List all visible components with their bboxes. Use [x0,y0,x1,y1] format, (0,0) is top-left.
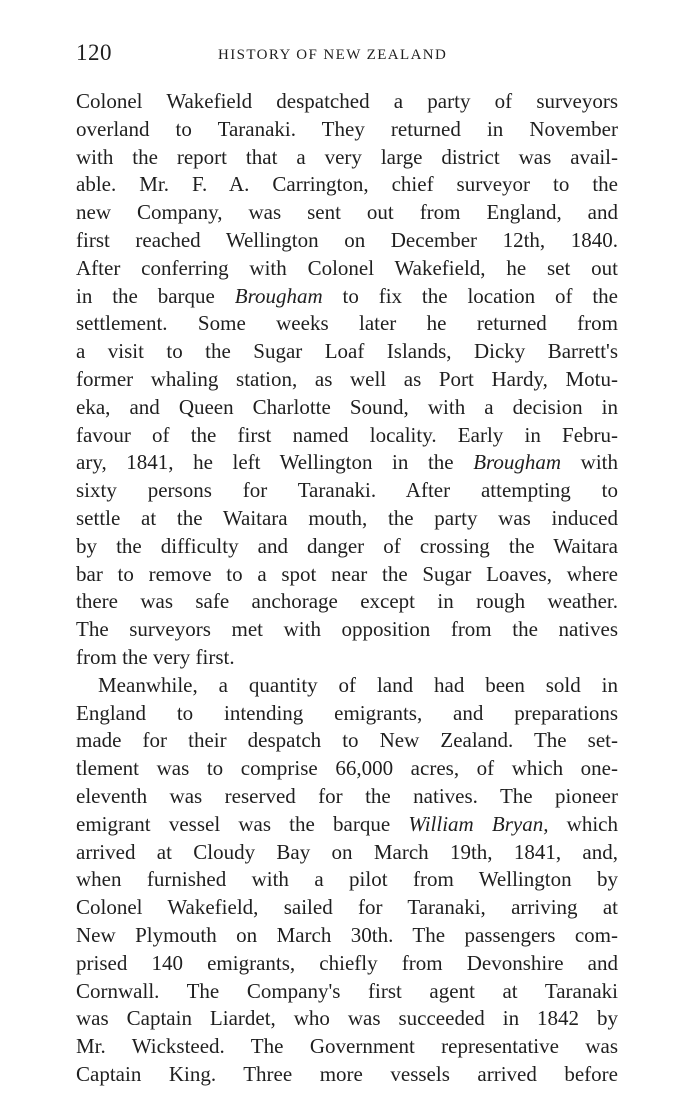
text-line [76,588,618,616]
text-line [76,950,618,978]
text-run: overland to Taranaki. They returned in November [76,116,618,141]
text-run: by the difficulty and danger of crossing the Waitara [76,533,618,558]
text-run: After conferring with Colonel Wakefield, he set out [76,255,618,280]
text-run: Cornwall. The Company's first agent at Taranaki [76,978,618,1003]
text-run: bar to remove to a spot near the Sugar Loaves, where [76,561,618,586]
text-run: emigrant vessel was the barque [76,811,409,836]
text-line [76,310,618,338]
italic-ship-name: William Bryan, [408,811,549,836]
text-run: arrived at Cloudy Bay on March 19th, 1841, and, [76,839,618,864]
text-line [76,255,618,283]
text-line [76,199,618,227]
text-line [76,644,618,672]
text-run: England to intending emigrants, and preparations [76,700,618,725]
running-head [76,40,618,72]
text-line [76,866,618,894]
text-line [76,422,618,450]
text-run: made for their despatch to New Zealand. The set- [76,728,618,753]
text-line [76,505,618,533]
text-line [76,171,618,199]
text-line [76,783,618,811]
body-text [76,88,618,1089]
paragraph [76,672,618,1089]
text-line [76,533,618,561]
text-line [76,477,618,505]
text-run: Meanwhile, a quantity of land had been sold in [98,672,618,697]
text-line [76,394,618,422]
text-run: to fix the location of the [322,283,618,308]
text-line [76,700,618,728]
text-line [76,839,618,867]
text-run: first reached Wellington on December 12th, 1840. [76,227,618,252]
text-run: Mr. Wicksteed. The Government representative was [76,1034,618,1059]
text-run: when furnished with a pilot from Wellington by [76,867,618,892]
text-line [76,727,618,755]
page-number: 120 [76,40,112,65]
text-line [76,449,618,477]
text-line [76,88,618,116]
text-line [76,1061,618,1089]
text-run: ary, 1841, he left Wellington in the [76,450,474,475]
text-run: with [561,450,618,475]
text-run: tlement was to comprise 66,000 acres, of which one- [76,756,618,781]
text-line [76,116,618,144]
text-run: Colonel Wakefield despatched a party of surveyors [76,89,618,113]
text-line [76,561,618,589]
running-title: HISTORY OF NEW ZEALAND [218,47,448,63]
text-run: settlement. Some weeks later he returned from [76,311,618,336]
text-line [76,227,618,255]
text-line [76,616,618,644]
text-line [76,144,618,172]
text-run: a visit to the Sugar Loaf Islands, Dicky Barrett's [76,339,618,364]
text-line [76,1005,618,1033]
text-run: from the very first. [76,644,235,669]
text-line [76,338,618,366]
text-line [76,755,618,783]
text-run: which [548,811,618,836]
text-line [76,672,618,700]
text-run: The surveyors met with opposition from the natives [76,617,618,642]
text-run: Captain King. Three more vessels arrived before [76,1061,618,1086]
text-run: was Captain Liardet, who was succeeded in 1842 by [76,1006,618,1031]
text-line [76,811,618,839]
text-line [76,978,618,1006]
text-run: eleventh was reserved for the natives. The pioneer [76,783,618,808]
text-run: Colonel Wakefield, sailed for Taranaki, arriving at [76,895,618,920]
text-line [76,894,618,922]
text-run: there was safe anchorage except in rough weather. [76,589,618,614]
text-run: with the report that a very large district was avail- [76,144,618,169]
text-line [76,283,618,311]
text-line [76,922,618,950]
text-run: sixty persons for Taranaki. After attempting to [76,478,618,503]
book-page [76,40,618,1089]
text-run: in the barque [76,283,235,308]
text-run: prised 140 emigrants, chiefly from Devonshire and [76,950,618,975]
text-run: new Company, was sent out from England, and [76,200,618,225]
text-run: settle at the Waitara mouth, the party was induced [76,505,618,530]
text-run: eka, and Queen Charlotte Sound, with a decision in [76,394,618,419]
italic-ship-name: Brougham [473,450,562,475]
text-run: New Plymouth on March 30th. The passengers com- [76,922,618,947]
paragraph [76,88,618,672]
text-run: favour of the first named locality. Early in Febru- [76,422,618,447]
text-line [76,1033,618,1061]
text-line [76,366,618,394]
text-run: former whaling station, as well as Port Hardy, Motu- [76,366,618,391]
text-run: able. Mr. F. A. Carrington, chief surveyor to the [76,172,618,197]
italic-ship-name: Brougham [234,283,323,308]
